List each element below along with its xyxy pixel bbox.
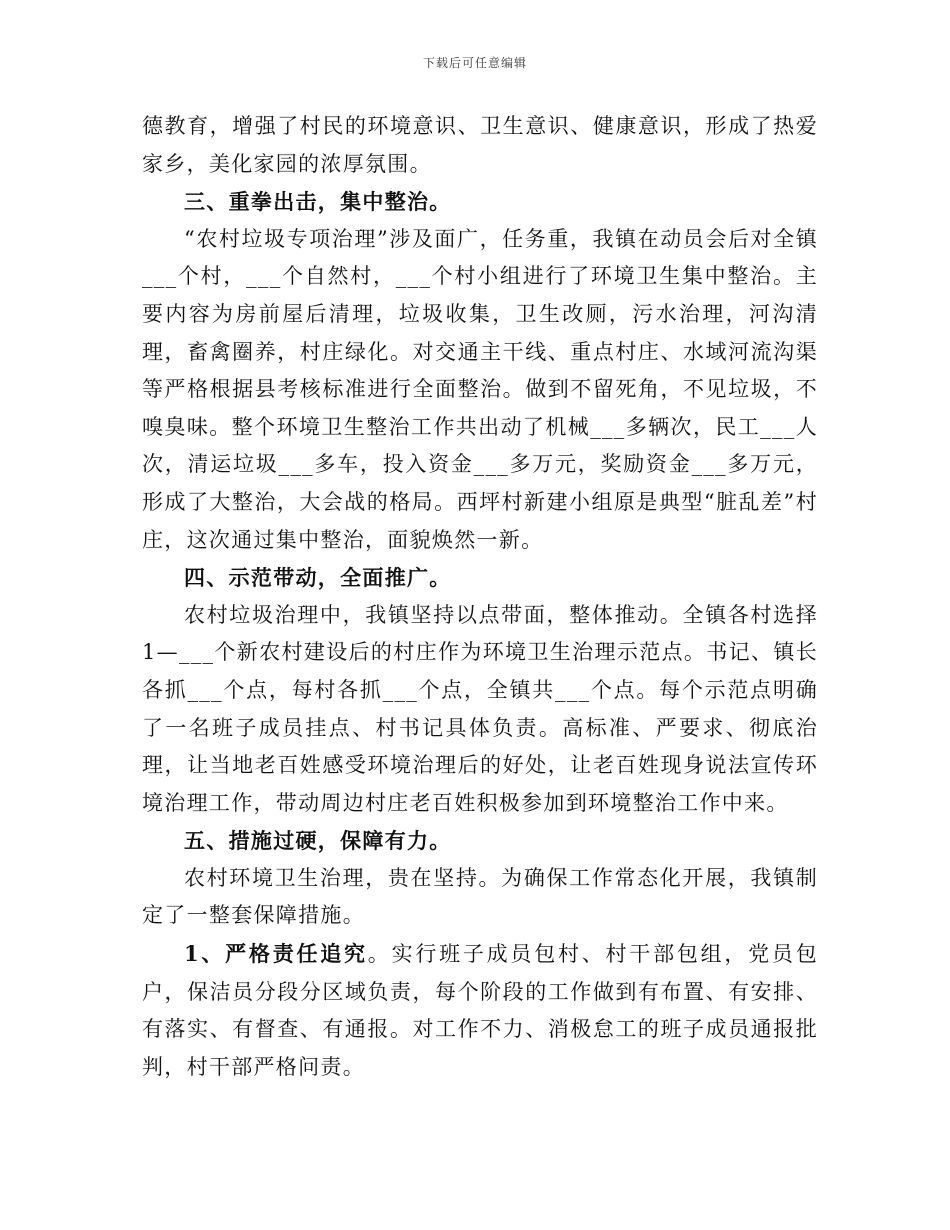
- section-heading-3: 三、重拳出击，集中整治。: [184, 189, 452, 215]
- document-body: [142, 108, 818, 1086]
- paragraph-continued: 德教育，增强了村民的环境意识、卫生意识、健康意识，形成了热爱家乡，美化家园的浓厚氛围。: [142, 114, 818, 176]
- measure-1-text: 。实行班子成员包村、村干部包组，党员包户，保洁员分段分区域负责，每个阶段的工作做到有布置、有安排、有落实、有督查、有通报。对工作不力、消极怠工的班子成员通报批判，村干部严格问责。: [142, 942, 818, 1079]
- paragraph-section-5-intro: 农村环境卫生治理，贵在坚持。为确保工作常态化开展，我镇制定了一整套保障措施。: [142, 865, 818, 928]
- measure-1-title: 1、严格责任追究: [184, 941, 368, 967]
- section-heading-4: 四、示范带动，全面推广。: [184, 565, 452, 591]
- paragraph-section-3: “农村垃圾专项治理”涉及面广，任务重，我镇在动员会后对全镇___个村，___个自然村，___个村小组进行了环境卫生集中整治。主要内容为房前屋后清理，垃圾收集，卫生改厕，污水治理，河沟清理，畜禽圈养，村庄绿化。对交通主干线、重点村庄、水域河流沟渠等严格根据县考核标准进行全面整治。做到不留死角，不见垃圾，不嗅臭味。整个环境卫生整治工作共出动了机械___多辆次，民工___人次，清运垃圾___多车，投入资金___多万元，奖励资金___多万元，形成了大整治，大会战的格局。西坪村新建小组原是典型“脏乱差”村庄，这次通过集中整治，面貌焕然一新。: [142, 226, 818, 552]
- section-heading-5: 五、措施过硬，保障有力。: [184, 828, 452, 854]
- page-header-note: 下载后可任意编辑: [422, 56, 527, 70]
- paragraph-section-4: 农村垃圾治理中，我镇坚持以点带面，整体推动。全镇各村选择1—___个新农村建设后的村庄作为环境卫生治理示范点。书记、镇长各抓___个点，每村各抓___个点，全镇共___个点。每个示范点明确了一名班子成员挂点、村书记具体负责。高标准、严要求、彻底治理，让当地老百姓感受环境治理后的好处，让老百姓现身说法宣传环境治理工作，带动周边村庄老百姓积极参加到环境整治工作中来。: [142, 602, 818, 815]
- paragraph-measure-1: [142, 935, 818, 1086]
